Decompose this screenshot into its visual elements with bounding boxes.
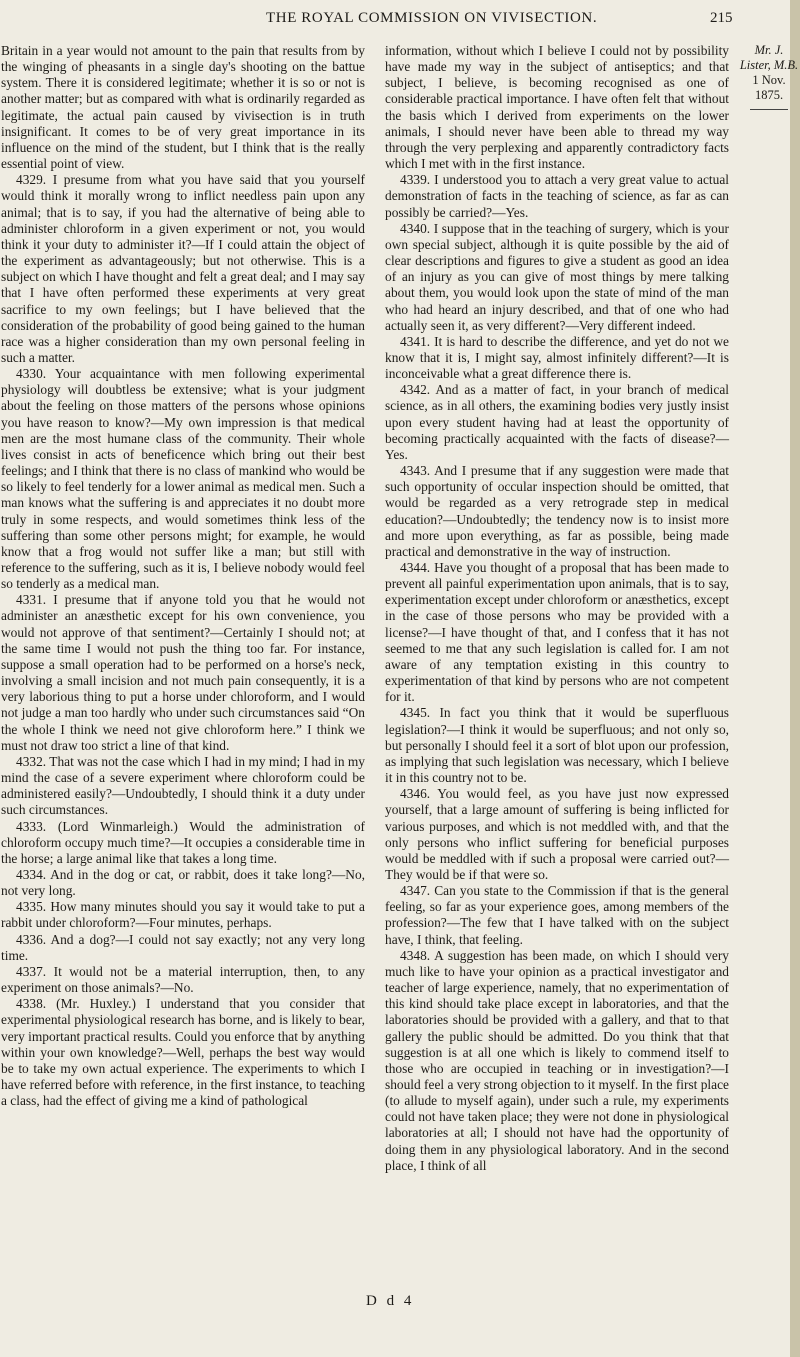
question-paragraph: 4338. (Mr. Huxley.) I understand that you consider that experimental physiological research has borne, and is likely to bear, very important practical results. Could you enforce that by anything within your own knowledge?—Well, perhaps the best way would be to take my own actual experience. The experiments to which I have referred before with reference, in the first instance, to teaching a class, had the effect of giving me a kind of pathological — [1, 996, 365, 1109]
question-paragraph: 4335. How many minutes should you say it would take to put a rabbit under chloroform?—Four minutes, perhaps. — [1, 899, 365, 931]
question-paragraph: 4332. That was not the case which I had in my mind; I had in my mind the case of a severe experiment where chloroform could be administered easily?—Undoubtedly, I should think it a duty under such circumstances. — [1, 753, 365, 818]
question-paragraph: 4343. And I presume that if any suggestion were made that such opportunity of occular inspection should be omitted, that would be regarded as a very retrograde step in medical education?—Undoubtedly; the tendency now is to insist more and more upon everything, as far as possible, being made practical and demonstrative in the way of instruction. — [385, 463, 729, 559]
continued-paragraph: Britain in a year would not amount to the pain that results from by the winging of pheasants in a single day's shooting on the battue system. There it is considered legitimate; whether it is so or not is another matter; but as compared with what is ordinarily regarded as legitimate, the actual pain caused by vivisection is in truth insignificant. It comes to be of very great importance in its influence on the mind of the student, but I think that is the really essential point of view. — [1, 43, 365, 172]
question-paragraph: 4348. A suggestion has been made, on which I should very much like to have your opinion as a practical investigator and teacher of large experience, namely, that no experimentation of this kind should take place except in laboratories, and that the laboratories should be provided with a gallery, and that to that gallery the public should be admitted. Do you think that that suggestion is at all one which is likely to commend itself to those who are occupied in teaching or in investigation?—I should feel a very strong objection to it myself. In the first place (to allude to myself again), under such a rule, my experiments could not have taken place; they were not done in physiological laboratories at all; I should not have had the opportunity of doing them in any physiological laboratory. And in the second place, I think of all — [385, 947, 729, 1173]
question-paragraph: 4339. I understood you to attach a very great value to actual demonstration of facts in the teaching of science, as far as can possibly be carried?—Yes. — [385, 172, 729, 220]
question-paragraph: 4334. And in the dog or cat, or rabbit, does it take long?—No, not very long. — [1, 866, 365, 899]
right-column — [385, 43, 729, 1174]
question-paragraph: 4340. I suppose that in the teaching of surgery, which is your own special subject, although it is quite possible by the aid of clear descriptions and figures to give a student as good an idea of an injury as you can give of most things by mere talking about them, you would look upon the state of mind of the man who had heard an injury described, and that of one who had actually seen it, as very different?—Very different indeed. — [385, 220, 729, 333]
question-paragraph: 4329. I presume from what you have said that you yourself would think it morally wrong to inflict needless pain upon any animal; that is to say, if you had the alternative of being able to administer chloroform in a given experiment or not, you would think it your duty to administer it?—If I could attain the object of the experiment as advantageously; but not otherwise. This is a subject on which I have thought and felt a great deal; and I may say that I have often performed these experiments at very great sacrifice to my own feelings; but I have believed that the consideration of the probability of good being gained to the human race was a higher consideration than my own personal feeling in such a matter. — [1, 172, 365, 365]
page-edge-shadow — [790, 0, 800, 1357]
question-paragraph: 4336. And a dog?—I could not say exactly; not any very long time. — [1, 931, 365, 963]
running-header — [0, 10, 800, 36]
page-number: 215 — [710, 10, 733, 26]
continued-paragraph: information, without which I believe I could not by possibility have made my way in the subject of antiseptics; and that subject, I believe, is becoming recognised as one of considerable practical importance. I have often felt that without the basis which I derived from experiments on the lower animals, I should never have been able to thread my way through the very perplexing and apparently contradictory facts which I met with in the first instance. — [385, 43, 729, 172]
question-paragraph: 4344. Have you thought of a proposal that has been made to prevent all painful experimentation upon animals, that is to say, experimentation except under chloroform or anæsthetics, except in the case of those persons who may be provided with a license?—I have thought of that, and I confess that it has not seemed to me that any such legislation is called for. I am not aware of any temptation existing in this country to experimentation of that kind by persons who are not competent for it. — [385, 560, 729, 705]
margin-rule — [750, 109, 788, 110]
question-paragraph: 4333. (Lord Winmarleigh.) Would the administration of chloroform occupy much time?—It occupies a considerable time in the horse; a large animal like that takes a long time. — [1, 818, 365, 866]
signature-mark: D d 4 — [366, 1293, 415, 1309]
question-paragraph: 4341. It is hard to describe the difference, and yet do not we know that it is, I might say, almost infinitely different?—It is inconceivable what a great difference there is. — [385, 333, 729, 382]
question-paragraph: 4337. It would not be a material interruption, then, to any experiment on those animals?—No. — [1, 963, 365, 996]
margin-witness: Mr. J. Lister, M.B. — [739, 43, 799, 72]
question-paragraph: 4330. Your acquaintance with men following experimental physiology will doubtless be extensive; what is your judgment about the feeling on those matters of the persons whose opinions you have reason to know?—My own impression is that medical men are the most humane class of the community. Their whole lives consist in acts of beneficence which bring out their best feelings; and I think that there is no class of mankind who would be so likely to feel tenderly for a lower animal as medical men. Such a man knows what the suffering is and appreciates it no doubt more truly in some respects, and would sometimes think less of the suffering than some other persons might; for example, he would know that a frog would not suffer like a man; but still with reference to the suffering, such as it is, I believe nobody would feel so tenderly as a medical man. — [1, 366, 365, 592]
left-column — [0, 43, 365, 1109]
header-title: THE ROYAL COMMISSION ON VIVISECTION. — [266, 10, 598, 26]
question-paragraph: 4345. In fact you think that it would be superfluous legislation?—I think it would be superfluous; and not only so, but personally I should feel it a sort of blot upon our profession, as implying that such legislation was necessary, which I believe it in this country not to be. — [385, 705, 729, 786]
question-paragraph: 4346. You would feel, as you have just now expressed yourself, that a large amount of suffering is being inflicted for various purposes, and which is not meddled with, and that the only persons who inflict suffering for beneficial purposes would be meddled with if such a proposal were carried out?—They would be if that were so. — [385, 786, 729, 882]
question-paragraph: 4331. I presume that if anyone told you that he would not administer an anæsthetic except for his own convenience, you would not approve of that sentiment?—Certainly I should not; at the same time I would not push the thing too far. For instance, suppose a small operation had to be performed on a horse's neck, involving a small incision and not much pain consequently, it is a very laborious thing to put a horse under chloroform, and I would not judge a man too hardly who under such circumstances said “On the whole I think we need not give chloroform here.” I think we must not draw too strict a line of that kind. — [1, 592, 365, 753]
margin-date: 1 Nov. 1875. — [752, 73, 786, 102]
question-paragraph: 4342. And as a matter of fact, in your branch of medical science, as in all others, the examining bodies very justly insist upon every student having had at least the opportunity of becoming practically acquainted with the facts of disease?—Yes. — [385, 382, 729, 462]
margin-note — [738, 43, 800, 110]
question-paragraph: 4347. Can you state to the Commission if that is the general feeling, so far as your experience goes, among members of the profession?—The few that I have talked with on the subject have, I think, that feeling. — [385, 883, 729, 947]
